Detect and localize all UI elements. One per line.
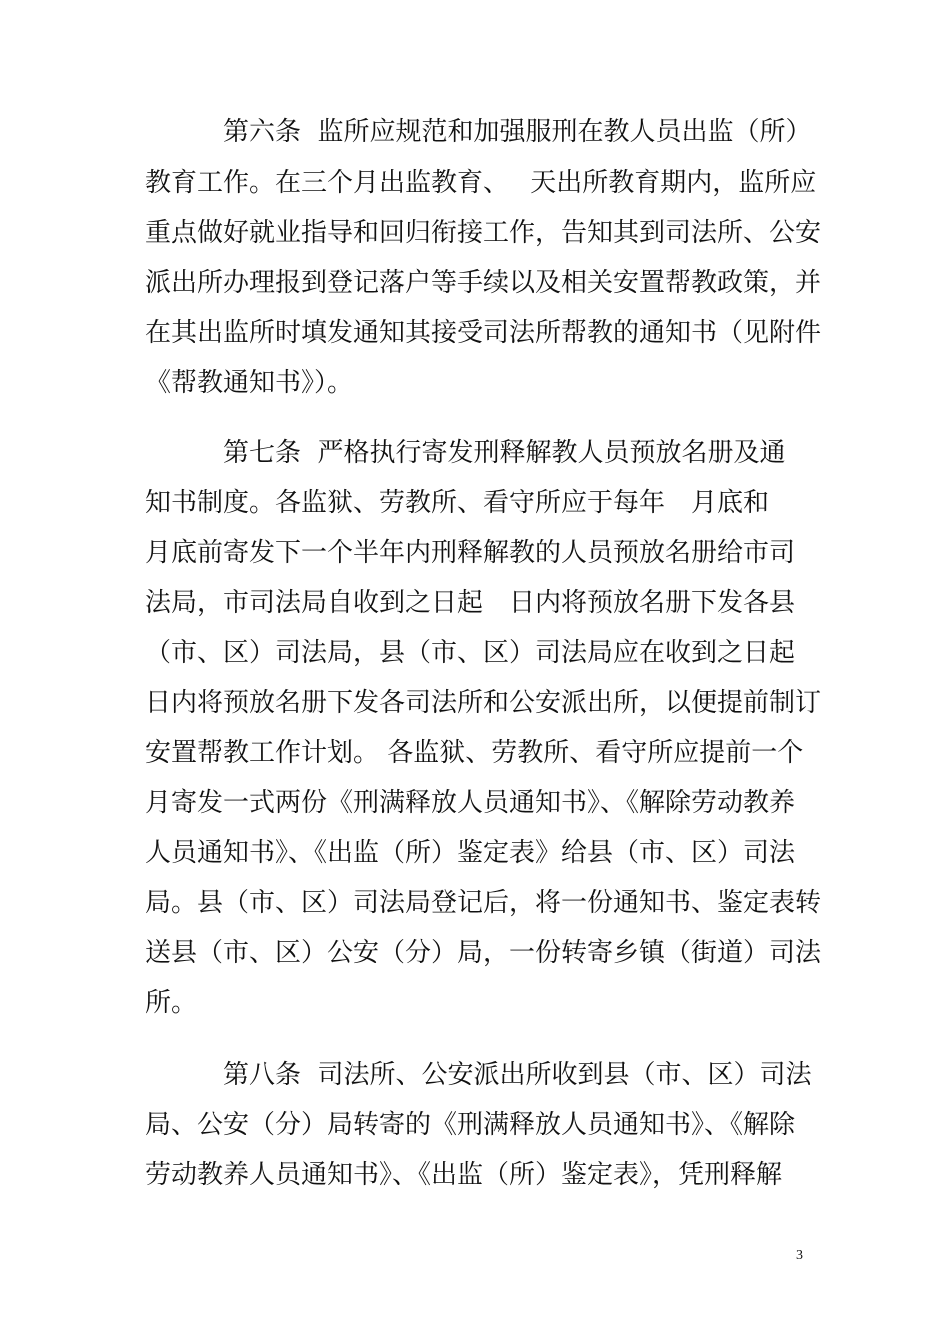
article-6-line-5: 在其出监所时填发通知其接受司法所帮教的通知书（见附件 <box>145 318 822 348</box>
article-6-line-3: 重点做好就业指导和回归衔接工作，告知其到司法所、公安 <box>145 218 822 248</box>
article-7-line-12: 所。 <box>145 988 198 1018</box>
article-6-line-1: 第六条 监所应规范和加强服刑在教人员出监（所） <box>145 117 812 147</box>
article-7-line-5: （市、区）司法局，县（市、区）司法局应在收到之日起 <box>145 638 796 668</box>
article-7-line-3: 月底前寄发下一个半年内刑释解教的人员预放名册给市司 <box>145 538 796 568</box>
article-7-line-2: 知书制度。各监狱、劳教所、看守所应于每年 月底和 <box>145 488 770 518</box>
article-7-line-4: 法局，市司法局自收到之日起 日内将预放名册下发各县 <box>145 588 796 618</box>
article-7-line-11: 送县（市、区）公安（分）局，一份转寄乡镇（街道）司法 <box>145 938 822 968</box>
article-7-line-1: 第七条 严格执行寄发刑释解教人员预放名册及通 <box>145 438 786 468</box>
article-8-line-3: 劳动教养人员通知书》、《出监（所）鉴定表》，凭刑释解 <box>145 1160 783 1190</box>
article-6-line-6: 《帮教通知书》）。 <box>145 368 354 398</box>
article-8-line-2: 局、公安（分）局转寄的《刑满释放人员通知书》、《解除 <box>145 1110 796 1140</box>
article-8-line-1: 第八条 司法所、公安派出所收到县（市、区）司法 <box>145 1060 812 1090</box>
article-7-line-8: 月寄发一式两份《刑满释放人员通知书》、《解除劳动教养 <box>145 788 796 818</box>
article-7-line-10: 局。县（市、区）司法局登记后，将一份通知书、鉴定表转 <box>145 888 822 918</box>
article-7-line-9: 人员通知书》、《出监（所）鉴定表》给县（市、区）司法 <box>145 838 796 868</box>
article-6-line-4: 派出所办理报到登记落户等手续以及相关安置帮教政策，并 <box>145 268 822 298</box>
article-6-line-2: 教育工作。在三个月出监教育、 天出所教育期内，监所应 <box>145 168 817 198</box>
page-number: 3 <box>796 1248 803 1263</box>
article-7-line-6: 日内将预放名册下发各司法所和公安派出所，以便提前制订 <box>145 688 822 718</box>
article-7-line-7: 安置帮教工作计划。 各监狱、劳教所、看守所应提前一个 <box>145 738 804 768</box>
